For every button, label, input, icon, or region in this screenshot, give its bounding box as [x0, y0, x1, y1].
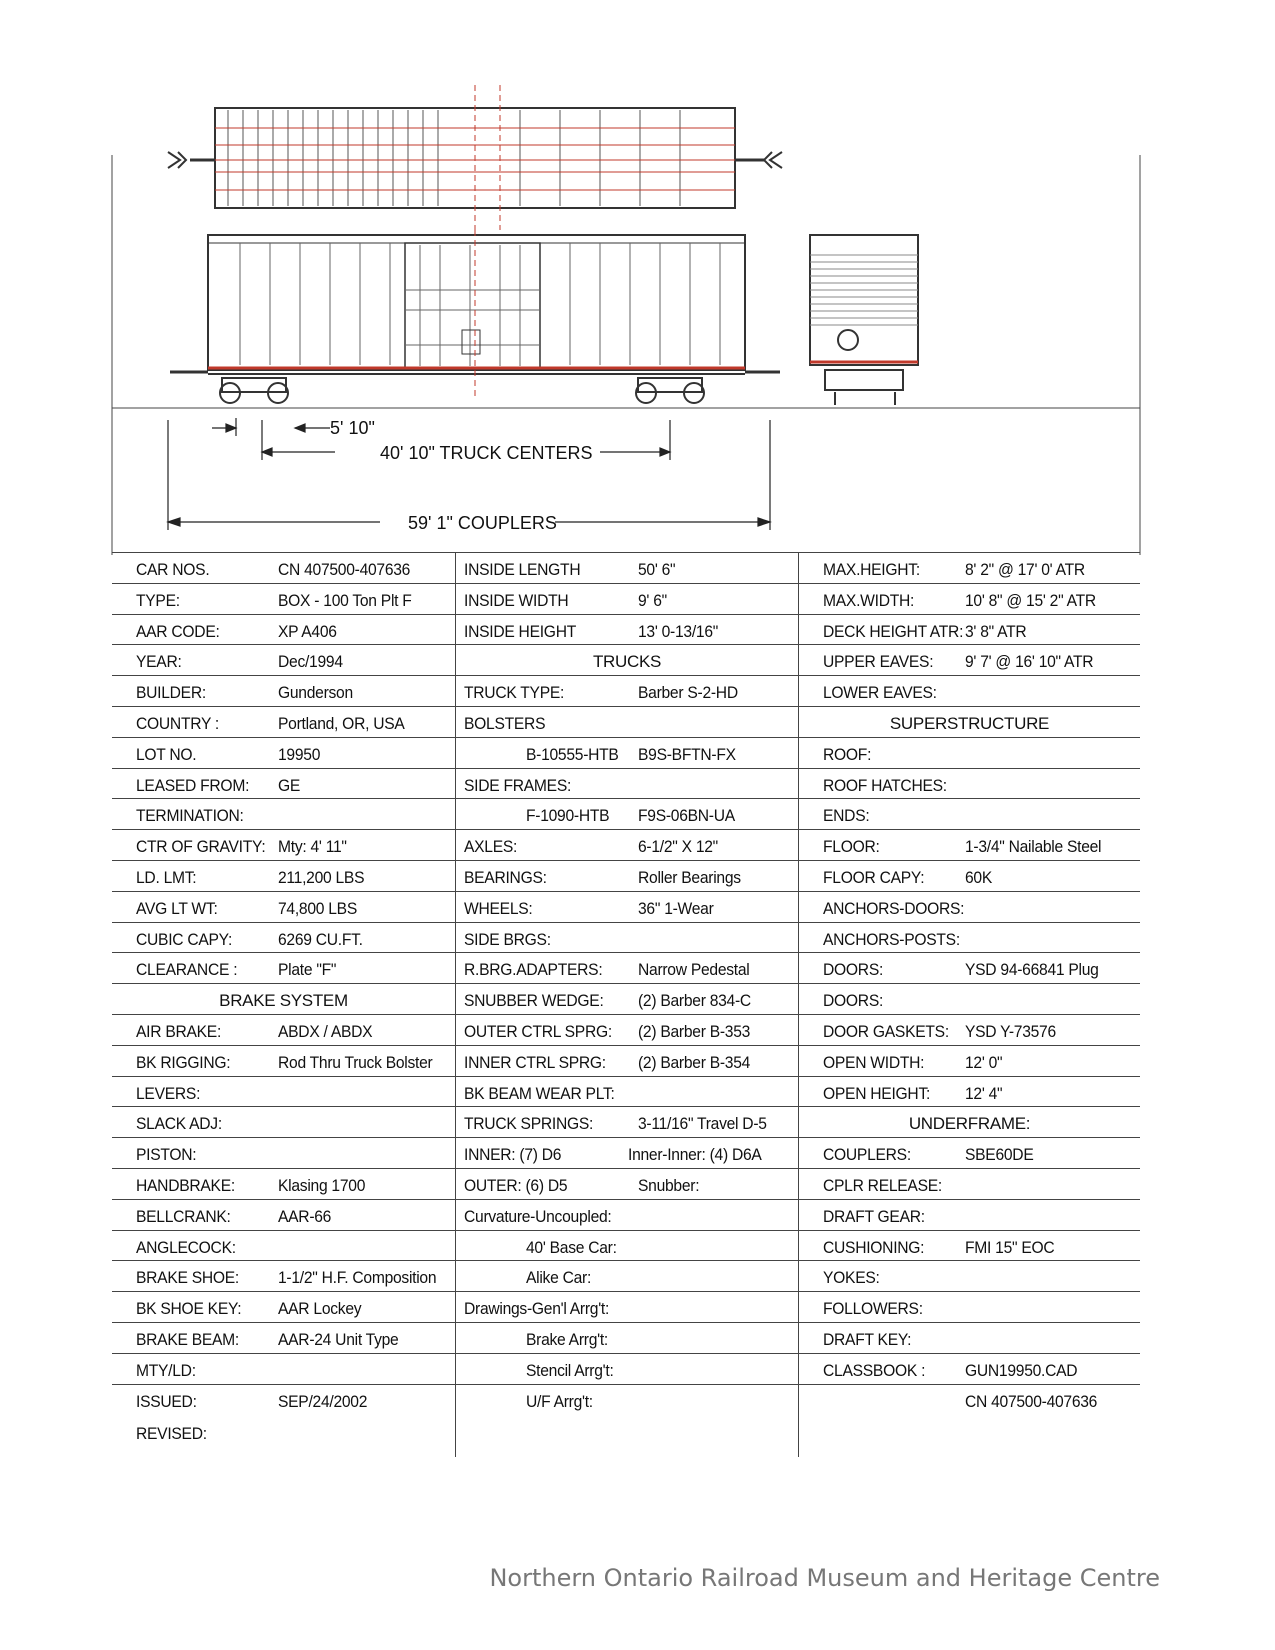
field-value: ABDX / ABDX: [278, 1022, 373, 1041]
field-label: CAR NOS.: [136, 560, 210, 579]
field-value: SBE60DE: [965, 1145, 1034, 1165]
field-label: MTY/LD:: [136, 1360, 196, 1380]
field-label: TYPE:: [136, 590, 180, 610]
field-label: BOLSTERS: [464, 714, 546, 733]
table-row: [112, 1230, 1140, 1263]
table-cell: [456, 1354, 798, 1386]
table-cell: [799, 984, 1140, 1016]
field-value: CN 407500-407636: [278, 560, 411, 579]
field-value: (2) Barber B-354: [638, 1052, 751, 1072]
table-cell: [456, 799, 798, 831]
table-cell: [112, 923, 455, 955]
table-cell: [112, 584, 455, 616]
table-cell: [456, 584, 798, 616]
table-cell: [456, 1292, 798, 1324]
table-cell: [799, 892, 1140, 924]
table-cell: [799, 861, 1140, 893]
table-cell: [456, 1138, 798, 1170]
table-row: [112, 1291, 1140, 1324]
section-header: TRUCKS: [592, 652, 662, 672]
table-cell: [456, 1323, 798, 1355]
field-label: PISTON:: [136, 1145, 197, 1165]
table-cell: [112, 615, 455, 647]
table-cell: [112, 1261, 455, 1293]
field-label: SIDE FRAMES:: [464, 775, 572, 795]
field-label: INNER: (7) D6: [464, 1145, 562, 1165]
field-label: LEVERS:: [136, 1083, 201, 1103]
side-elevation: [170, 230, 780, 403]
field-value: 211,200 LBS: [278, 868, 365, 887]
field-label: INNER CTRL SPRG:: [464, 1052, 606, 1072]
table-cell: [799, 584, 1140, 616]
table-cell: [799, 615, 1140, 647]
table-cell: [456, 830, 798, 862]
table-cell: [799, 1385, 1140, 1425]
field-value: 13' 0-13/16": [638, 621, 719, 641]
table-cell: [799, 1292, 1140, 1324]
field-label: INSIDE WIDTH: [464, 590, 569, 610]
table-cell: [112, 1046, 455, 1078]
field-label: LD. LMT:: [136, 868, 197, 887]
field-label: MAX.WIDTH:: [823, 590, 915, 610]
table-cell: [112, 1107, 455, 1139]
field-label: DOORS:: [823, 960, 884, 980]
table-cell: [799, 799, 1140, 831]
field-label: DRAFT GEAR:: [823, 1206, 925, 1226]
field-value: YSD Y-73576: [965, 1022, 1056, 1041]
section-header: BRAKE SYSTEM: [219, 991, 348, 1011]
table-cell: [456, 1231, 798, 1263]
table-cell: [112, 892, 455, 924]
field-value: Narrow Pedestal: [638, 960, 750, 980]
field-label: ANGLECOCK:: [136, 1237, 236, 1257]
table-cell: [456, 953, 798, 985]
field-value: 6-1/2" X 12": [638, 837, 718, 857]
table-cell: [112, 1323, 455, 1355]
field-label: BK SHOE KEY:: [136, 1299, 242, 1319]
field-label: LOWER EAVES:: [823, 683, 937, 703]
field-label: AXLES:: [464, 837, 518, 857]
field-label: BK BEAM WEAR PLT:: [464, 1083, 615, 1103]
field-label: AVG LT WT:: [136, 898, 218, 918]
table-row: [112, 952, 1140, 985]
field-value: 12' 4": [965, 1083, 1003, 1103]
field-value: AAR Lockey: [278, 1299, 362, 1319]
table-row: [112, 1137, 1140, 1170]
dim-truck-offset: 5' 10": [330, 418, 375, 438]
field-label: UPPER EAVES:: [823, 652, 934, 672]
field-label: DRAFT KEY:: [823, 1330, 912, 1349]
table-cell: [456, 553, 798, 585]
field-value: GE: [278, 775, 301, 795]
field-label: INSIDE LENGTH: [464, 560, 581, 579]
table-row: [112, 1322, 1140, 1355]
field-label: DOORS:: [823, 991, 884, 1011]
table-cell: [799, 1323, 1140, 1355]
table-row: [112, 644, 1140, 677]
field-label: Curvature-Uncoupled:: [464, 1206, 612, 1226]
field-value: 1-1/2" H.F. Composition: [278, 1268, 437, 1288]
table-cell: [456, 1077, 798, 1109]
field-value: Roller Bearings: [638, 868, 741, 887]
field-value: (2) Barber B-353: [638, 1022, 751, 1041]
field-value: 36" 1-Wear: [638, 898, 714, 918]
field-value: 12' 0": [965, 1052, 1003, 1072]
field-value: BOX - 100 Ton Plt F: [278, 590, 412, 610]
dim-truck-centers: 40' 10" TRUCK CENTERS: [380, 443, 593, 463]
table-cell: [456, 769, 798, 801]
table-cell: [112, 1385, 455, 1425]
table-cell: [112, 1138, 455, 1170]
table-cell: [799, 738, 1140, 770]
table-cell: [112, 1015, 455, 1047]
field-value: (2) Barber 834-C: [638, 991, 751, 1011]
field-label: MAX.HEIGHT:: [823, 560, 920, 579]
field-value: 19950: [278, 744, 321, 764]
table-cell: [112, 1077, 455, 1109]
plan-view: [168, 85, 782, 230]
table-cell: [799, 1138, 1140, 1170]
field-value: AAR-66: [278, 1206, 332, 1226]
field-label: ANCHORS-POSTS:: [823, 929, 960, 949]
field-value: Rod Thru Truck Bolster: [278, 1052, 433, 1072]
table-cell: [456, 615, 798, 647]
boxcar-drawing: [0, 0, 1275, 560]
field-label: Stencil Arrg't:: [526, 1360, 614, 1380]
table-row: [112, 1353, 1140, 1386]
field-label: CPLR RELEASE:: [823, 1176, 942, 1195]
field-label: OUTER: (6) D5: [464, 1176, 568, 1195]
field-label: Alike Car:: [526, 1268, 592, 1288]
field-value: Mty: 4' 11": [278, 837, 347, 857]
table-cell: [112, 1169, 455, 1201]
field-label: BELLCRANK:: [136, 1206, 231, 1226]
table-cell: [112, 738, 455, 770]
field-label: Brake Arrg't:: [526, 1330, 608, 1349]
table-cell: [112, 1231, 455, 1263]
field-label: HANDBRAKE:: [136, 1176, 235, 1195]
table-cell: [456, 1200, 798, 1232]
field-label: F-1090-HTB: [526, 806, 610, 826]
field-label: SIDE BRGS:: [464, 929, 551, 949]
table-cell: [799, 1015, 1140, 1047]
field-label: CUSHIONING:: [823, 1237, 925, 1257]
field-value: 1-3/4" Nailable Steel: [965, 837, 1102, 857]
table-cell: [112, 769, 455, 801]
field-label: CLEARANCE :: [136, 960, 238, 980]
table-cell: [112, 676, 455, 708]
footer-credit: Northern Ontario Railroad Museum and Heritage Centre: [489, 1564, 1160, 1592]
table-row: [112, 1260, 1140, 1293]
table-cell: [456, 707, 798, 739]
table-row: [112, 891, 1140, 924]
table-cell: [799, 1077, 1140, 1109]
field-label: YEAR:: [136, 652, 182, 672]
field-value: AAR-24 Unit Type: [278, 1330, 399, 1349]
table-cell: [456, 923, 798, 955]
table-cell: [456, 645, 798, 677]
table-cell: [799, 769, 1140, 801]
table-cell: [456, 1046, 798, 1078]
field-label: Drawings-Gen'l Arrg't:: [464, 1299, 610, 1319]
field-label: AAR CODE:: [136, 621, 220, 641]
table-row: [112, 706, 1140, 739]
table-cell: [112, 1200, 455, 1232]
field-label: ROOF:: [823, 744, 872, 764]
field-value: XP A406: [278, 621, 337, 641]
table-cell: [456, 738, 798, 770]
table-row: [112, 922, 1140, 955]
field-label: COUNTRY :: [136, 714, 219, 733]
field-label: FLOOR:: [823, 837, 880, 857]
field-label: WHEELS:: [464, 898, 533, 918]
field-label: TRUCK SPRINGS:: [464, 1114, 594, 1134]
table-cell: [799, 1107, 1140, 1139]
table-cell: [112, 799, 455, 831]
table-cell: [112, 707, 455, 739]
field-value: Portland, OR, USA: [278, 714, 405, 733]
table-cell: [799, 645, 1140, 677]
table-row: [112, 737, 1140, 770]
field-value: Plate "F": [278, 960, 337, 980]
table-cell: [112, 553, 455, 585]
field-value: Dec/1994: [278, 652, 343, 672]
table-cell: [112, 984, 455, 1016]
field-label: SNUBBER WEDGE:: [464, 991, 604, 1011]
table-row: [112, 1045, 1140, 1078]
field-value: FMI 15" EOC: [965, 1237, 1055, 1257]
field-value: 8' 2" @ 17' 0' ATR: [965, 560, 1085, 579]
field-value: B9S-BFTN-FX: [638, 744, 736, 764]
table-row: [112, 1168, 1140, 1201]
field-label: CTR OF GRAVITY:: [136, 837, 266, 857]
field-value: SEP/24/2002: [278, 1391, 368, 1411]
field-value: 3-11/16" Travel D-5: [638, 1114, 767, 1134]
table-cell: [799, 553, 1140, 585]
table-cell: [456, 1385, 798, 1425]
field-value: Klasing 1700: [278, 1176, 366, 1195]
table-cell: [799, 830, 1140, 862]
field-value: 50' 6": [638, 560, 676, 579]
table-row: [112, 583, 1140, 616]
table-cell: [112, 953, 455, 985]
field-value: 9' 7' @ 16' 10" ATR: [965, 652, 1094, 672]
field-label: TERMINATION:: [136, 806, 244, 826]
field-label: B-10555-HTB: [526, 744, 619, 764]
section-header: SUPERSTRUCTURE: [889, 714, 1050, 733]
table-row: [112, 983, 1140, 1016]
field-label: BUILDER:: [136, 683, 206, 703]
table-row: [112, 829, 1140, 862]
table-cell: [799, 1046, 1140, 1078]
field-label: LOT NO.: [136, 744, 197, 764]
field-label: BRAKE BEAM:: [136, 1330, 240, 1349]
field-value: 60K: [965, 868, 993, 887]
table-row: [112, 768, 1140, 801]
spec-table: [112, 552, 1140, 1457]
table-cell: [456, 861, 798, 893]
table-cell: [112, 1354, 455, 1386]
field-label: R.BRG.ADAPTERS:: [464, 960, 603, 980]
table-cell: [799, 1354, 1140, 1386]
field-label: FLOOR CAPY:: [823, 868, 925, 887]
table-cell: [799, 707, 1140, 739]
revised-label: REVISED:: [136, 1424, 207, 1444]
field-label: TRUCK TYPE:: [464, 683, 565, 703]
field-value: Barber S-2-HD: [638, 683, 738, 703]
field-label: CUBIC CAPY:: [136, 929, 233, 949]
field-label: COUPLERS:: [823, 1145, 911, 1165]
table-cell: [112, 1292, 455, 1324]
field-value: 9' 6": [638, 590, 667, 610]
field-label: ANCHORS-DOORS:: [823, 898, 965, 918]
field-value: Snubber:: [638, 1176, 700, 1195]
table-cell: [456, 892, 798, 924]
table-cell: [112, 861, 455, 893]
field-value: YSD 94-66841 Plug: [965, 960, 1099, 980]
end-view: [810, 235, 918, 405]
table-row: [112, 675, 1140, 708]
table-row: [112, 1076, 1140, 1109]
field-label: DOOR GASKETS:: [823, 1022, 949, 1041]
table-cell: [799, 676, 1140, 708]
table-cell: [799, 1261, 1140, 1293]
field-label: SLACK ADJ:: [136, 1114, 222, 1134]
field-label: OPEN WIDTH:: [823, 1052, 925, 1072]
field-label: FOLLOWERS:: [823, 1299, 923, 1319]
field-value: 10' 8" @ 15' 2" ATR: [965, 590, 1096, 610]
table-cell: [112, 830, 455, 862]
table-row: [112, 798, 1140, 831]
field-value: CN 407500-407636: [965, 1391, 1098, 1411]
dim-couplers: 59' 1" COUPLERS: [408, 513, 557, 533]
section-header: UNDERFRAME:: [908, 1114, 1031, 1134]
table-cell: [456, 984, 798, 1016]
table-cell: [456, 1169, 798, 1201]
table-cell: [456, 1107, 798, 1139]
field-label: ENDS:: [823, 806, 870, 826]
field-label: AIR BRAKE:: [136, 1022, 222, 1041]
field-label: 40' Base Car:: [526, 1237, 617, 1257]
field-label: BK RIGGING:: [136, 1052, 231, 1072]
table-cell: [799, 953, 1140, 985]
field-label: LEASED FROM:: [136, 775, 250, 795]
field-label: YOKES:: [823, 1268, 880, 1288]
field-label: ROOF HATCHES:: [823, 775, 947, 795]
table-cell: [799, 1200, 1140, 1232]
table-row: [112, 614, 1140, 647]
field-value: GUN19950.CAD: [965, 1360, 1078, 1380]
table-row: [112, 1014, 1140, 1047]
table-cell: [799, 1169, 1140, 1201]
field-value: 3' 8" ATR: [965, 621, 1027, 641]
field-value: Gunderson: [278, 683, 353, 703]
field-value: Inner-Inner: (4) D6A: [628, 1145, 762, 1165]
table-row: [112, 552, 1140, 585]
field-value: 6269 CU.FT.: [278, 929, 363, 949]
table-cell: [456, 1015, 798, 1047]
table-cell: [112, 645, 455, 677]
table-cell: [799, 1231, 1140, 1263]
field-label: INSIDE HEIGHT: [464, 621, 576, 641]
table-row: [112, 1384, 1140, 1425]
field-value: 74,800 LBS: [278, 898, 357, 918]
field-label: ISSUED:: [136, 1391, 197, 1411]
table-row: [112, 1106, 1140, 1139]
table-row: [112, 860, 1140, 893]
field-label: U/F Arrg't:: [526, 1391, 593, 1411]
field-label: BEARINGS:: [464, 868, 547, 887]
table-cell: [456, 1261, 798, 1293]
field-label: BRAKE SHOE:: [136, 1268, 240, 1288]
table-cell: [456, 676, 798, 708]
field-label: DECK HEIGHT ATR:: [823, 621, 964, 641]
field-label: OUTER CTRL SPRG:: [464, 1022, 612, 1041]
field-value: F9S-06BN-UA: [638, 806, 735, 826]
table-row: [112, 1199, 1140, 1232]
field-label: CLASSBOOK :: [823, 1360, 926, 1380]
field-label: OPEN HEIGHT:: [823, 1083, 931, 1103]
table-cell: [799, 923, 1140, 955]
